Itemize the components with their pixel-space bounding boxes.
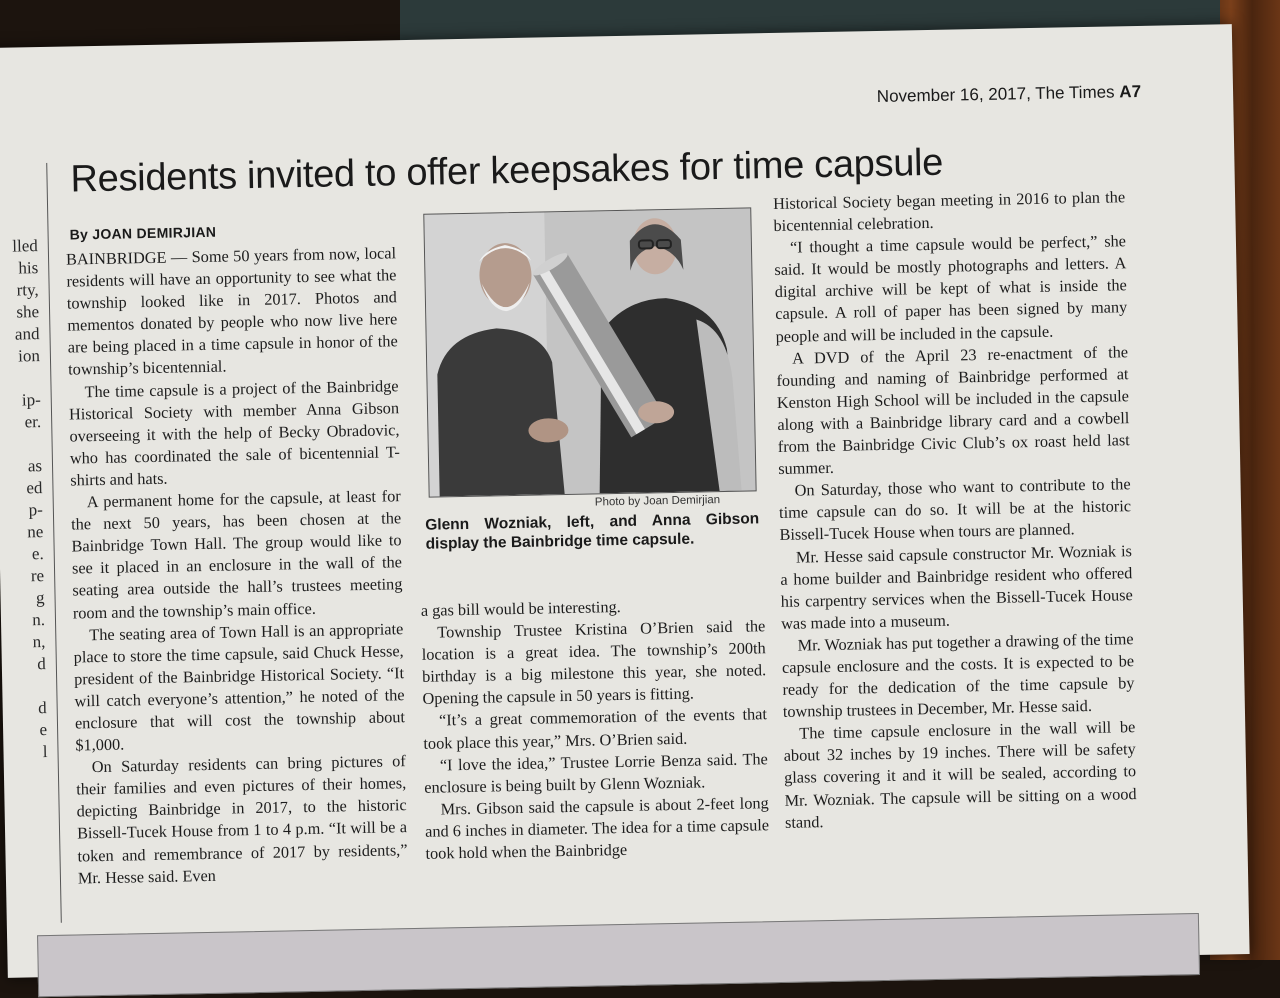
article-column-2 bbox=[421, 593, 770, 865]
previous-column-fragment: ed bbox=[26, 478, 43, 498]
paragraph: Mrs. Gibson said the capsule is about 2-feet long and 6 inches in diameter. The idea for a time capsule took hold when the Bainbridge bbox=[424, 793, 770, 863]
column-rule bbox=[46, 163, 62, 923]
folio-page-number: A7 bbox=[1119, 81, 1142, 102]
previous-column-fragment: n, bbox=[32, 632, 46, 652]
paragraph: “It’s a great commemoration of the events that took place this year,” Mrs. O’Brien said. bbox=[423, 704, 768, 753]
paragraph: A DVD of the April 23 re-enactment of the founding and naming of Bainbridge performed at Kenston High School will be included in the capsule along with a Bainbridge library card and a cowbell from the Bainbridge Civic Club’s ox roast held last summer. bbox=[776, 341, 1130, 479]
paragraph: The time capsule enclosure in the wall will be about 32 inches by 19 inches. There will be safety glass covering it and it will be sealed, according to Mr. Wozniak. The capsule will be sitting on a wood stand. bbox=[783, 717, 1137, 832]
photo-caption: Glenn Wozniak, left, and Anna Gibson display the Bainbridge time capsule. bbox=[425, 510, 760, 553]
previous-column-fragment: ne bbox=[27, 522, 44, 542]
previous-column-fragment: l bbox=[42, 742, 48, 762]
paragraph: “I thought a time capsule would be perfect,” she said. It would be mostly photographs and letters. A digital archive will be kept of what is inside the capsule. A roll of paper has been signed by many people and will be included in the capsule. bbox=[774, 231, 1128, 346]
previous-column-fragment: p- bbox=[28, 500, 44, 520]
paragraph: Mr. Hesse said capsule constructor Mr. Wozniak is a home builder and Bainbridge resident who offered his carpentry services when the Bissell-Tucek House was made into a museum. bbox=[780, 540, 1133, 633]
previous-column-fragment: re bbox=[30, 566, 45, 586]
previous-column-fragment: g bbox=[35, 588, 45, 608]
paragraph: Mr. Wozniak has put together a drawing of the time capsule enclosure and the costs. It is expected to be ready for the dedication of the time capsule by township trustees in December, Mr. Hesse said. bbox=[781, 629, 1135, 722]
paragraph: Historical Society began meeting in 2016 to plan the bicentennial celebration. bbox=[772, 187, 1126, 236]
previous-column-fragment: and bbox=[14, 324, 40, 344]
previous-column-fragment: er. bbox=[24, 412, 42, 432]
previous-column-fragment: d bbox=[37, 698, 47, 718]
previous-column-fragment: ion bbox=[18, 346, 41, 366]
paragraph: On Saturday, those who want to contribute to the time capsule can do so. It will be at the historic Bissell-Tucek House when tours are planned. bbox=[778, 474, 1132, 545]
paragraph: The seating area of Town Hall is an appropriate place to store the time capsule, said Chuck Hesse, president of the Bainbridge Historical Society. “It will catch everyone’s attention,” he noted of the enclosure that will cost the township about $1,000. bbox=[73, 618, 406, 755]
previous-column-fragment bbox=[0, 433, 42, 456]
newspaper-page bbox=[0, 24, 1250, 978]
paragraph: a gas bill would be interesting. bbox=[420, 596, 621, 620]
article-column-3 bbox=[773, 186, 1137, 833]
previous-column-fragment bbox=[2, 675, 46, 698]
article-column-1 bbox=[66, 242, 408, 889]
next-article-box bbox=[37, 913, 1200, 997]
paragraph: A permanent home for the capsule, at least for the next 50 years, has been chosen at the Bainbridge Town Hall. The group would like to see it placed in an enclosure in the wall of the seating area outside the hall’s trustees meeting room and the township’s main office. bbox=[70, 486, 403, 623]
previous-column-fragment: e. bbox=[31, 544, 44, 564]
previous-column-fragment: she bbox=[16, 302, 40, 322]
folio-date: November 16, 2017, The Times bbox=[876, 82, 1115, 106]
previous-column-fragment: ip- bbox=[21, 390, 41, 410]
previous-column-fragment: as bbox=[27, 456, 43, 476]
page-folio bbox=[877, 82, 1142, 107]
previous-column-fragment: e bbox=[39, 720, 48, 740]
photo-credit: Photo by Joan Demirjian bbox=[594, 494, 721, 509]
article-byline: By JOAN DEMIRJIAN bbox=[69, 223, 217, 243]
previous-column-fragment: lled bbox=[12, 236, 38, 256]
paragraph: Township Trustee Kristina O’Brien said the location is a great idea. The township’s 200th birthday is a big milestone this year, she noted. Opening the capsule in 50 years is fitting. bbox=[421, 616, 767, 709]
previous-column-fragment bbox=[0, 367, 41, 390]
paragraph: The time capsule is a project of the Bainbridge Historical Society with member Anna Gibson overseeing it with the help of Becky Obradovic, who has coordinated the sale of bicentennial T-shirts and hats. bbox=[68, 375, 401, 490]
previous-column-fragments bbox=[0, 235, 48, 764]
previous-column-fragment: rty, bbox=[16, 280, 39, 300]
paragraph: BAINBRIDGE — Some 50 years from now, local residents will have an opportunity to see what the township looked like in 2017. Photos and mementos donated by people who now live here are being placed in a time capsule in honor of the township’s bicentennial. bbox=[65, 243, 398, 380]
photo-illustration bbox=[424, 208, 755, 496]
previous-column-fragment: d bbox=[37, 654, 47, 674]
paragraph: On Saturday residents can bring pictures of their families and even pictures of their homes, depicting Bainbridge in 2017, to the historic Bissell-Tucek House from 1 to 4 p.m. “It will be a token and remembrance of 2017 by residents,” Mr. Hesse said. Even bbox=[76, 751, 408, 888]
paragraph: “I love the idea,” Trustee Lorrie Benza said. The enclosure is being built by Glenn Wozniak. bbox=[424, 748, 768, 797]
article-headline: Residents invited to offer keepsakes for time capsule bbox=[70, 141, 944, 201]
previous-column-fragment: his bbox=[18, 258, 39, 278]
article-photo bbox=[423, 207, 756, 497]
previous-column-fragment: n. bbox=[32, 610, 46, 630]
